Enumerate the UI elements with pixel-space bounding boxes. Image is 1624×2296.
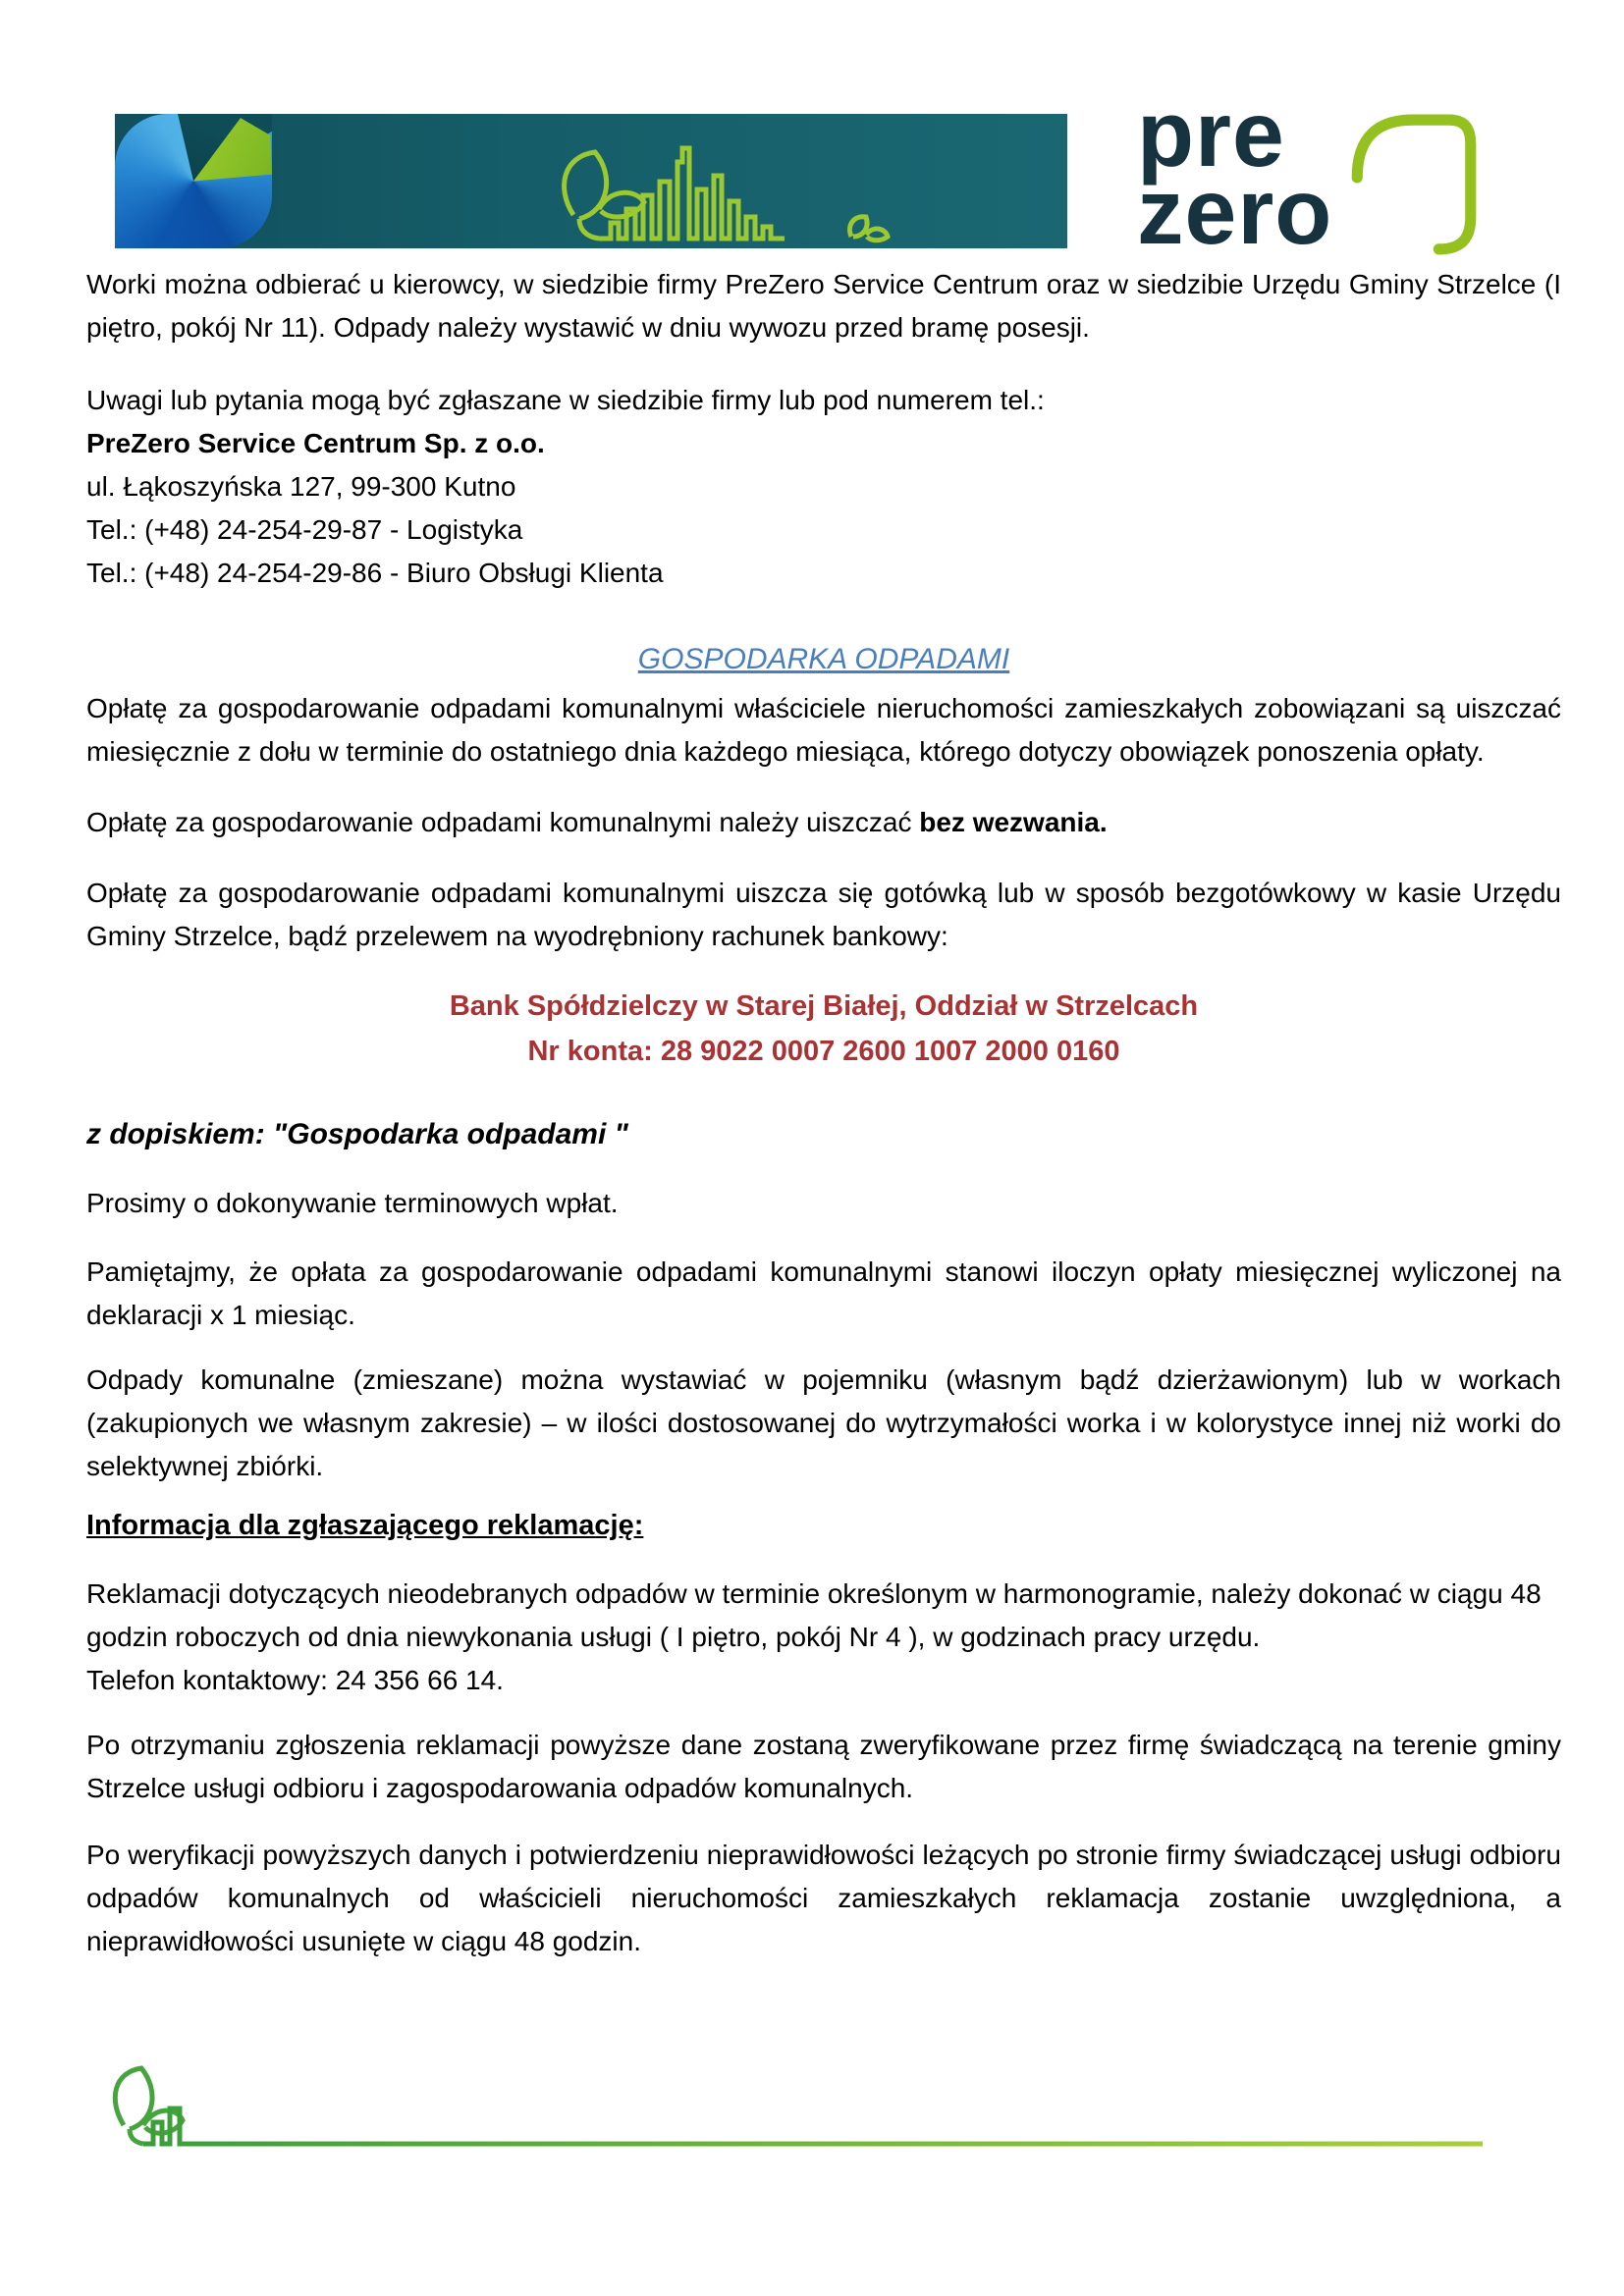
header-banner [115, 114, 1067, 248]
contact-block [86, 379, 1561, 595]
logo-line-zero: zero [1137, 159, 1333, 264]
contact-intro: Uwagi lub pytania mogą być zgłaszane w siedzibie firmy lub pod numerem tel.: [86, 385, 1045, 415]
contact-phone-service: Tel.: (+48) 24-254-29-86 - Biuro Obsługi Klienta [86, 558, 664, 588]
city-skyline-leaf-icon [552, 142, 891, 245]
complaint-paragraph-2: Po otrzymaniu zgłoszenia reklamacji powyższe dane zostaną zweryfikowane przez firmę świadczącą na terenie gminy Strzelce usługi odbioru i zagospodarowania odpadów komunalnych. [86, 1730, 1561, 1803]
fee-paragraph-1: Opłatę za gospodarowanie odpadami komunalnymi właściciele nieruchomości zamieszkałych zobowiązani są uiszczać miesięcznie z dołu w terminie do ostatniego dnia każdego miesiąca, którego dotyczy obowiązek ponoszenia opłaty. [86, 693, 1561, 767]
contact-phone-logistics: Tel.: (+48) 24-254-29-87 - Logistyka [86, 514, 523, 545]
fee-p2-period: . [1099, 807, 1108, 837]
complaint-heading: Informacja dla zgłaszającego reklamację: [86, 1510, 644, 1541]
payment-note: Prosimy o dokonywanie terminowych wpłat. [86, 1188, 619, 1218]
leaf-bracket-icon [1329, 110, 1498, 259]
prezero-brand-mark-icon [115, 114, 272, 248]
prezero-logo [1137, 82, 1510, 268]
fee-p2-bold: bez wezwania [919, 807, 1100, 837]
document-body [86, 263, 1561, 1963]
fee-paragraph-3: Opłatę za gospodarowanie odpadami komunalnymi uiszcza się gotówką lub w sposób bezgotówkowy w kasie Urzędu Gminy Strzelce, bądź przelewem na wyodrębniony rachunek bankowy: [86, 878, 1561, 951]
contact-address: ul. Łąkoszyńska 127, 99-300 Kutno [86, 471, 516, 502]
bank-details [86, 984, 1561, 1074]
bank-name: Bank Spółdzielczy w Starej Białej, Oddział w Strzelcach [449, 990, 1199, 1022]
footer-divider-line [143, 2109, 1483, 2144]
contact-company: PreZero Service Centrum Sp. z o.o. [86, 428, 545, 458]
mixed-waste-paragraph: Odpady komunalne (zmieszane) można wystawiać w pojemniku (własnym bądź dzierżawionym) lub w workach (zakupionych we własnym zakresie) – w ilości dostosowanej do wytrzymałości worka i w kolorystyce innej niż worki do selektywnej zbiórki. [86, 1364, 1561, 1481]
footer-leaf-divider [106, 2064, 1492, 2153]
complaint-p1-text: Reklamacji dotyczących nieodebranych odpadów w terminie określonym w harmonogramie, należy dokonać w ciągu 48 godzin roboczych od dnia niewykonania usługi ( I piętro, pokój Nr 4 ), w godzinach pracy urzędu. [86, 1578, 1542, 1652]
complaint-paragraph-1 [86, 1573, 1561, 1702]
bank-account-number: Nr konta: 28 9022 0007 2600 1007 2000 0160 [527, 1036, 1120, 1067]
section-title: GOSPODARKA ODPADAMI [637, 643, 1010, 675]
transfer-annotation: z dopiskiem: "Gospodarka odpadami " [86, 1118, 628, 1150]
complaint-paragraph-3: Po weryfikacji powyższych danych i potwierdzeniu nieprawidłowości leżących po stronie firmy świadczącej usługi odbioru odpadów komunalnych od właścicieli nieruchomości zamieszkałych reklamacja zostanie uwzględniona, a nieprawidłowości usunięte w ciągu 48 godzin. [86, 1840, 1561, 1956]
intro-paragraph: Worki można odbierać u kierowcy, w siedzibie firmy PreZero Service Centrum oraz w siedzibie Urzędu Gminy Strzelce (I piętro, pokój Nr 11). Odpady należy wystawić w dniu wywozu przed bramę posesji. [86, 269, 1561, 343]
logo-line-pre: pre [1137, 82, 1285, 187]
complaint-phone: Telefon kontaktowy: 24 356 66 14. [86, 1665, 504, 1695]
fee-p2-text: Opłatę za gospodarowanie odpadami komunalnymi należy uiszczać [86, 807, 920, 837]
reminder-paragraph: Pamiętajmy, że opłata za gospodarowanie odpadami komunalnymi stanowi iloczyn opłaty miesięcznej wyliczonej na deklaracji x 1 miesiąc. [86, 1256, 1561, 1330]
fee-paragraph-2 [86, 801, 1561, 844]
